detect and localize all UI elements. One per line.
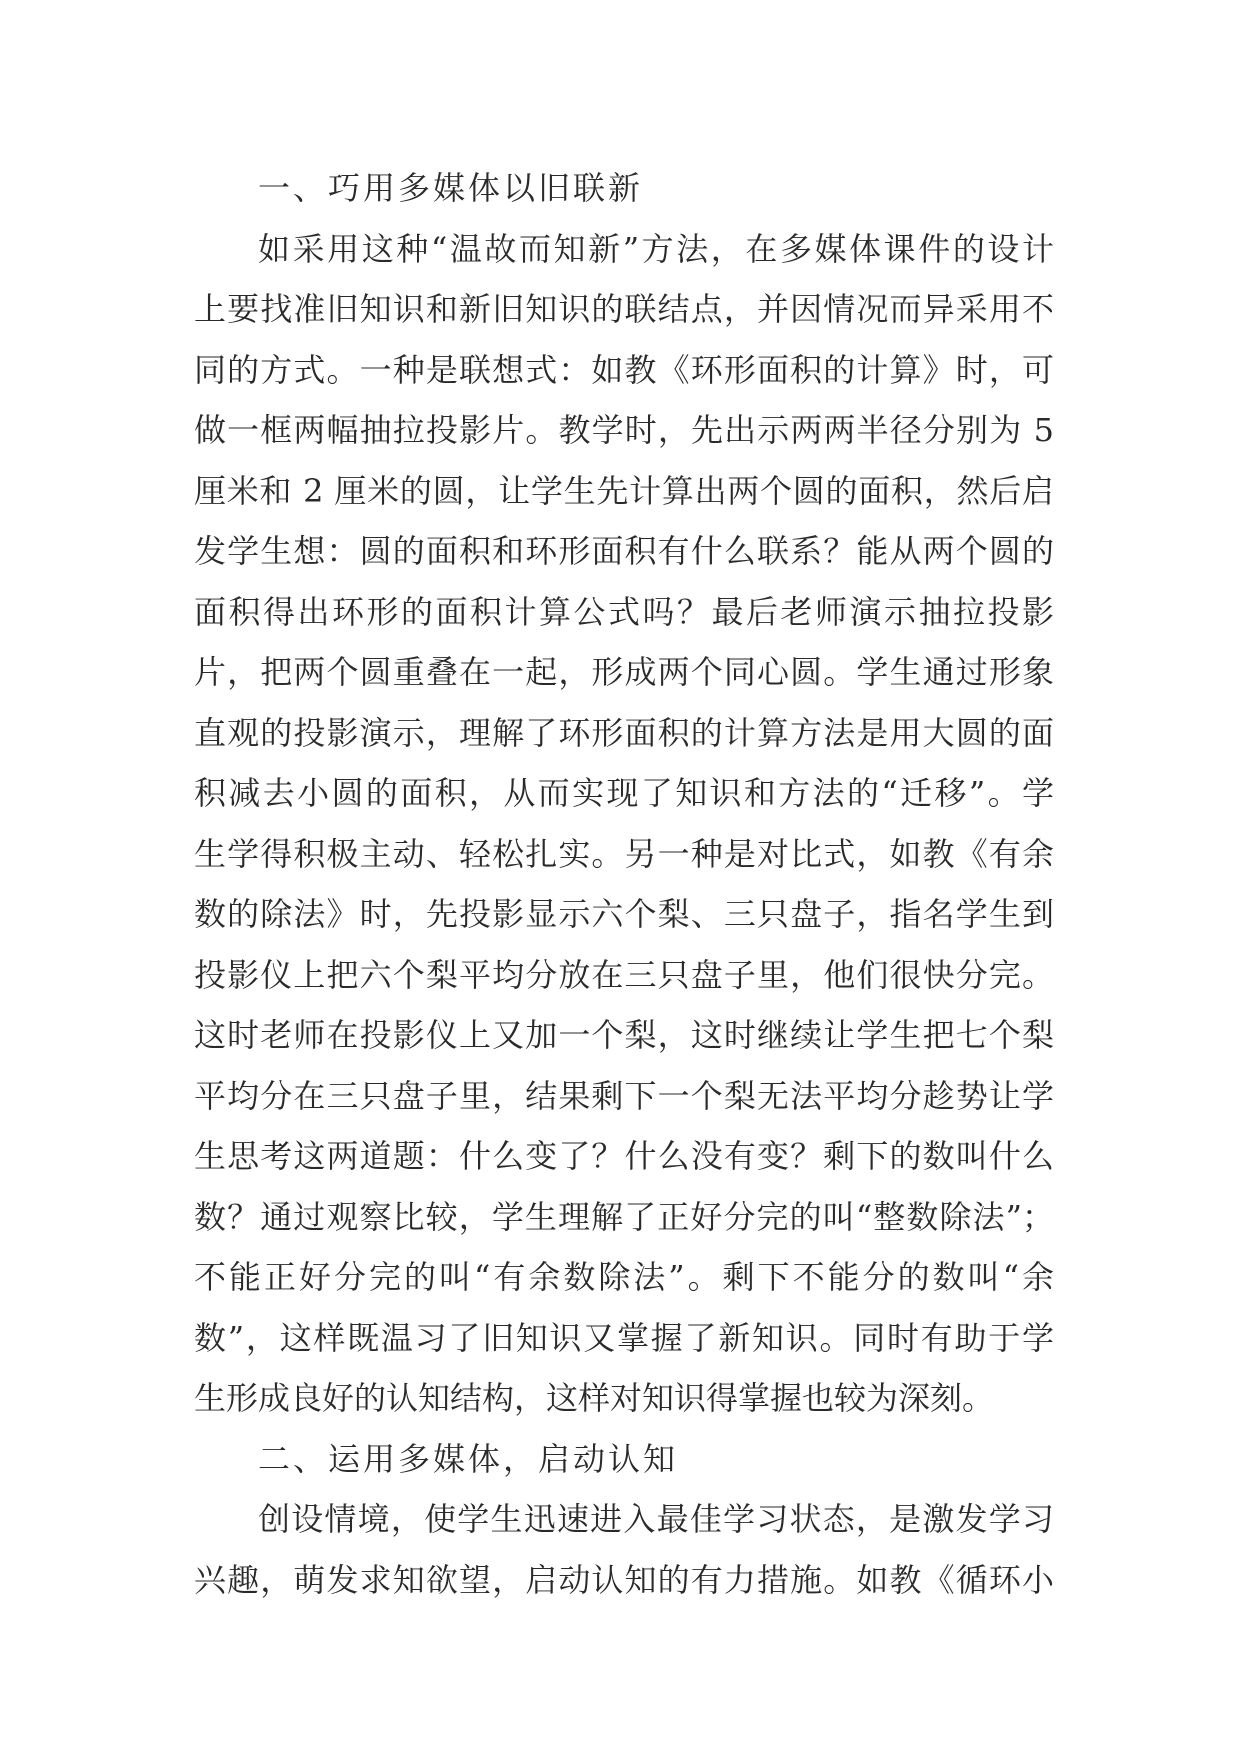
paragraph-line: 厘米和 2 厘米的圆，让学生先计算出两个圆的面积，然后启 bbox=[194, 471, 1054, 510]
paragraph-line: 不能正好分完的叫“有余数除法”。剩下不能分的数叫“余 bbox=[194, 1258, 1054, 1296]
section-heading-1: 一、巧用多媒体以旧联新 bbox=[258, 169, 644, 207]
paragraph-line: 上要找准旧知识和新旧知识的联结点，并因情况而异采用不 bbox=[194, 290, 1054, 328]
paragraph-line: 积减去小圆的面积，从而实现了知识和方法的“迁移”。学 bbox=[194, 774, 1054, 812]
section-heading-2: 二、运用多媒体，启动认知 bbox=[258, 1439, 679, 1478]
paragraph-line: 做一框两幅抽拉投影片。教学时，先出示两两半径分别为 5 bbox=[194, 411, 1054, 449]
paragraph-line: 片，把两个圆重叠在一起，形成两个同心圆。学生通过形象 bbox=[194, 653, 1054, 691]
paragraph-line: 创设情境，使学生迅速进入最佳学习状态，是激发学习 bbox=[258, 1500, 1054, 1538]
paragraph-line: 平均分在三只盘子里，结果剩下一个梨无法平均分趁势让学 bbox=[194, 1076, 1054, 1115]
paragraph-line: 投影仪上把六个梨平均分放在三只盘子里，他们很快分完。 bbox=[194, 955, 1054, 994]
paragraph-line: 兴趣，萌发求知欲望，启动认知的有力措施。如教《循环小 bbox=[194, 1560, 1054, 1599]
paragraph-line: 这时老师在投影仪上又加一个梨，这时继续让学生把七个梨 bbox=[194, 1016, 1054, 1054]
paragraph-line: 数”，这样既温习了旧知识又掌握了新知识。同时有助于学 bbox=[194, 1318, 1054, 1357]
paragraph-line: 生形成良好的认知结构，这样对知识得掌握也较为深刻。 bbox=[194, 1379, 995, 1417]
paragraph-line: 生思考这两道题：什么变了？什么没有变？剩下的数叫什么 bbox=[194, 1137, 1054, 1175]
paragraph-line: 发学生想：圆的面积和环形面积有什么联系？能从两个圆的 bbox=[194, 532, 1054, 570]
paragraph-line: 数？通过观察比较，学生理解了正好分完的叫“整数除法”； bbox=[194, 1197, 1054, 1236]
body-text bbox=[194, 158, 1054, 1610]
paragraph-line: 生学得积极主动、轻松扎实。另一种是对比式，如教《有余 bbox=[194, 834, 1054, 873]
paragraph-line: 数的除法》时，先投影显示六个梨、三只盘子，指名学生到 bbox=[194, 895, 1054, 933]
paragraph-line: 同的方式。一种是联想式：如教《环形面积的计算》时，可 bbox=[194, 350, 1054, 389]
paragraph-line: 如采用这种“温故而知新”方法，在多媒体课件的设计 bbox=[258, 229, 1054, 268]
paragraph-line: 直观的投影演示，理解了环形面积的计算方法是用大圆的面 bbox=[194, 713, 1054, 752]
paragraph-line: 面积得出环形的面积计算公式吗？最后老师演示抽拉投影 bbox=[194, 592, 1054, 631]
